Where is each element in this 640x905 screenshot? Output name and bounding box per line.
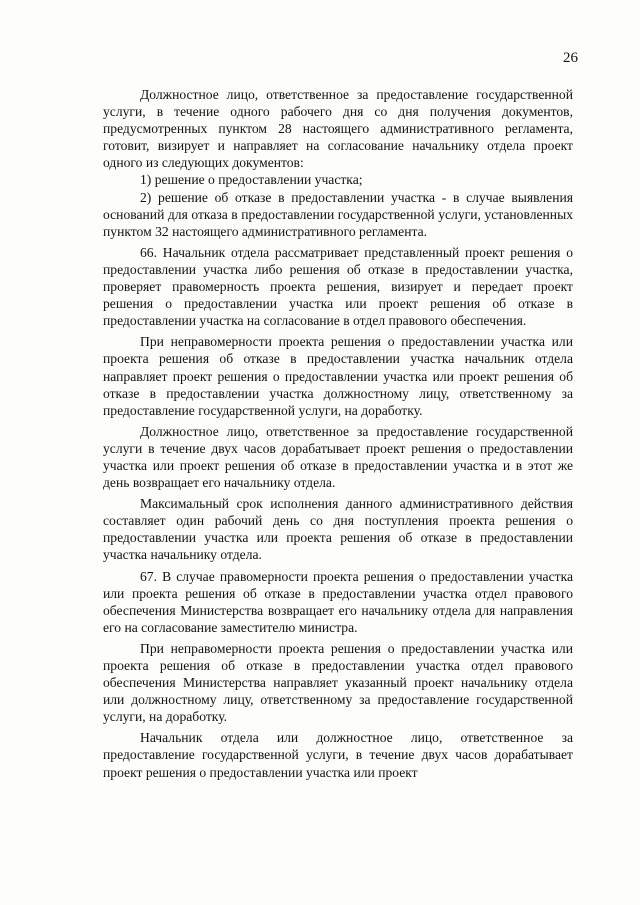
- list-item-2: 2) решение об отказе в предоставлении участка - в случае выявления оснований для отказа в предоставлении государственной услуги, установленных пунктом 32 настоящего административного регламента.: [103, 189, 573, 239]
- paragraph-67: 67. В случае правомерности проекта решения о предоставлении участка или проекта решения об отказе в предоставлении участка отдел правового обеспечения Министерства возвращает его начальнику отдела для направления его на согласование заместителю министра.: [103, 568, 573, 635]
- paragraph-66-deadline: Максимальный срок исполнения данного административного действия составляет один рабочий день со дня поступления проекта решения о предоставлении участка или проекта решения об отказе в предоставлении участка начальнику отдела.: [103, 496, 573, 563]
- paragraph-intro: Должностное лицо, ответственное за предоставление государственной услуги, в течение одного рабочего дня со дня получения документов, предусмотренных пунктом 28 настоящего административного регламента, готовит, визирует и направляет на согласование начальнику отдела проект одного из следующих документов:: [103, 87, 573, 171]
- document-body: [103, 86, 573, 784]
- list-item-1: 1) решение о предоставлении участка;: [140, 172, 363, 188]
- paragraph-66: 66. Начальник отдела рассматривает представленный проект решения о предоставлении участка либо решения об отказе в предоставлении участка, проверяет правомерность проекта решения, визирует и передает проект решения о предоставлении участка или проект решения об отказе в предоставлении участка на согласование в отдел правового обеспечения.: [103, 244, 573, 329]
- paragraph-66-improper: При неправомерности проекта решения о предоставлении участка или проекта решения об отказе в предоставлении участка начальник отдела направляет проект решения о предоставлении участка или проект решения об отказе в предоставлении участка должностному лицу, ответственному за предоставление государственной услуги, на доработку.: [103, 334, 573, 418]
- paragraph-66-rework: Должностное лицо, ответственное за предоставление государственной услуги в течение двух часов дорабатывает проект решения о предоставлении участка или проект решения об отказе в предоставлении участка и в этот же день возвращает его начальнику отдела.: [103, 423, 573, 491]
- page-number: 26: [563, 50, 578, 66]
- paragraph-67-improper: При неправомерности проекта решения о предоставлении участка или проекта решения об отказе в предоставлении участка отдел правового обеспечения Министерства направляет указанный проект начальнику отдела или должностному лицу, ответственному за предоставление государственной услуги, на доработку.: [103, 640, 573, 725]
- paragraph-67-rework: Начальник отдела или должностное лицо, ответственное за предоставление государственной услуги, в течение двух часов дорабатывает проект решения о предоставлении участка или проект: [103, 730, 573, 780]
